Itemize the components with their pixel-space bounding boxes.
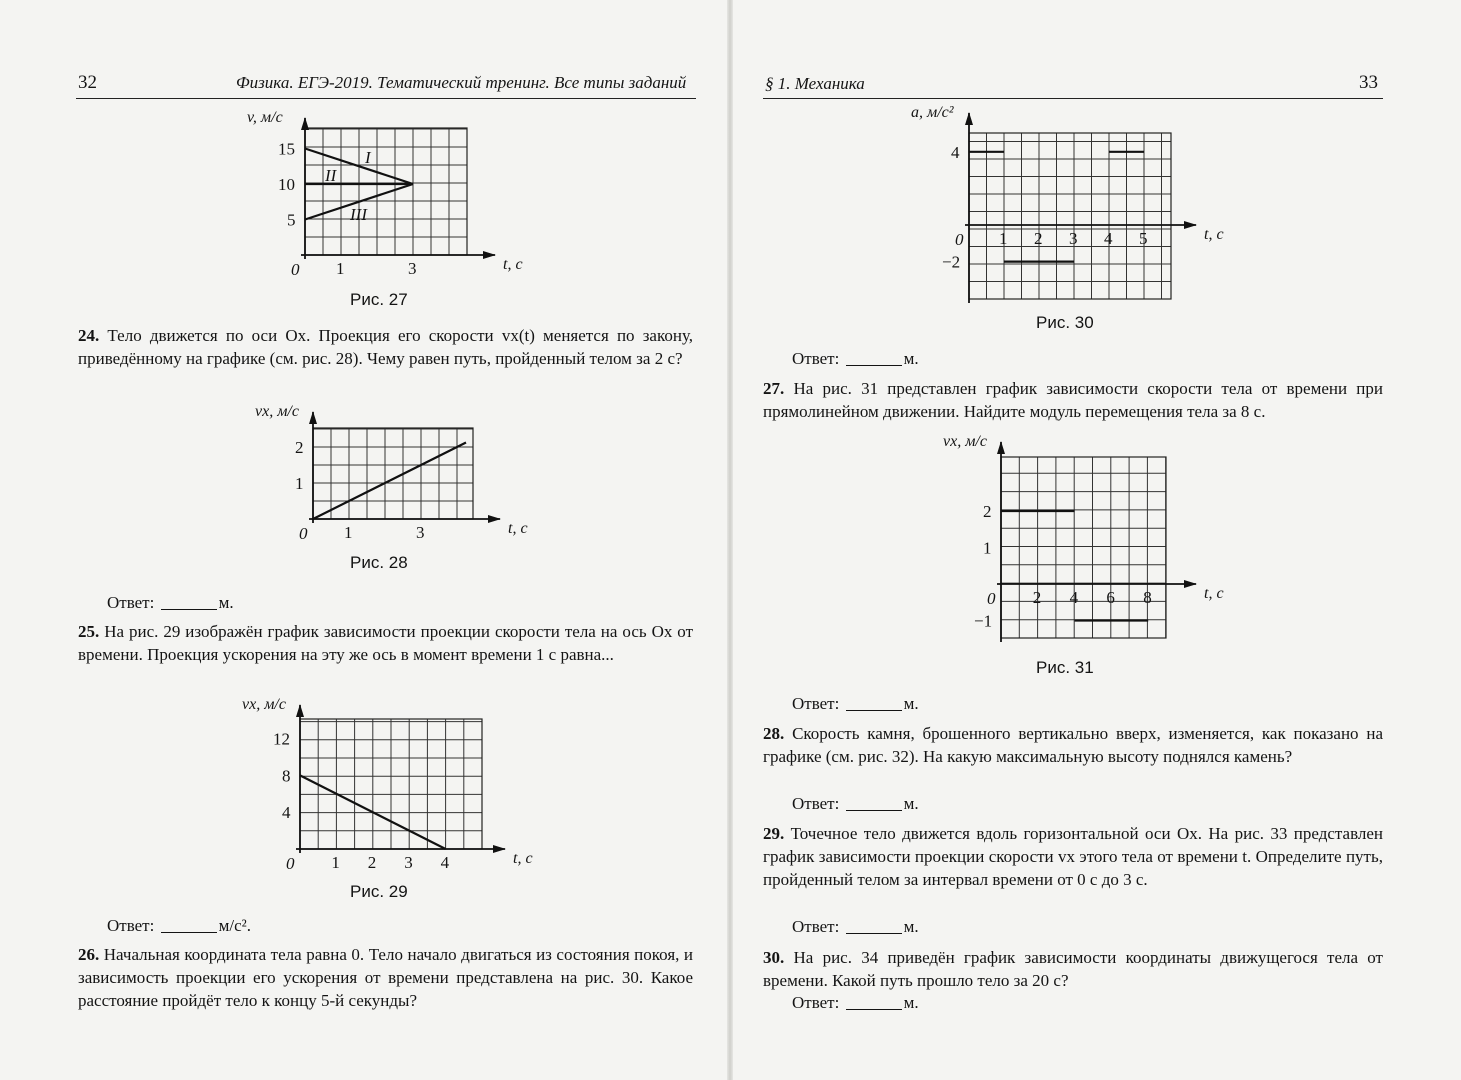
answer-unit: м.	[903, 694, 919, 713]
y-tick-label: 1	[295, 474, 304, 493]
figure-29-graph	[230, 697, 540, 875]
x-tick-label: 2	[1034, 229, 1043, 248]
grid-frame	[1001, 457, 1166, 638]
x-axis-label: t, с	[513, 850, 533, 867]
answer-27	[792, 694, 919, 714]
y-axis-arrow	[965, 112, 973, 125]
problem-number: 25.	[78, 622, 100, 641]
answer-input-25[interactable]	[161, 932, 217, 933]
answer-29	[792, 917, 919, 937]
problem-29	[763, 822, 1383, 891]
y-tick-label: 4	[951, 142, 960, 162]
answer-label: Ответ:	[792, 993, 840, 1012]
running-head: Физика. ЕГЭ-2019. Тематический тренинг. Все типы заданий	[236, 73, 687, 92]
origin-label: 0	[286, 854, 295, 873]
page-number: 33	[1359, 72, 1378, 93]
figure-27-graph	[230, 100, 530, 290]
x-tick-label: 1	[336, 259, 345, 278]
problem-text: На рис. 29 изображён график зависимости проекции скорости тела на ось Ox от времени. Проекция ускорения на эту же ось в момент времени 1 с равна...	[78, 622, 694, 664]
y-axis-label: a, м/с²	[911, 104, 954, 121]
origin-label: 0	[987, 589, 996, 608]
answer-input-26[interactable]	[846, 365, 902, 366]
problem-25	[78, 620, 693, 666]
x-tick-label: 4	[1104, 229, 1113, 248]
series-label: II	[325, 166, 337, 185]
x-tick-label: 3	[408, 259, 417, 278]
x-axis-arrow	[493, 845, 506, 853]
answer-24	[107, 593, 234, 613]
problem-text: Начальная координата тела равна 0. Тело начало двигаться из состояния покоя, и зависимость проекции его ускорения от времени представлена на рис. 30. Какое расстояние пройдёт тело к концу 5-й секунды?	[78, 945, 694, 1010]
x-tick-label: 2	[1032, 588, 1042, 607]
x-tick-label: 1	[344, 523, 353, 542]
left-page	[0, 0, 730, 1080]
x-tick-label: 3	[404, 853, 413, 872]
header-rule	[763, 98, 1383, 99]
problem-27	[763, 377, 1383, 423]
x-axis-label: t, с	[1204, 585, 1224, 602]
answer-unit: м.	[903, 993, 919, 1012]
problem-number: 27.	[763, 379, 785, 398]
series-label: III	[350, 205, 367, 224]
y-tick-label: 4	[282, 803, 291, 823]
answer-input-27[interactable]	[846, 710, 902, 711]
problem-text: Точечное тело движется вдоль горизонтальной оси Ox. На рис. 33 представлен график зависимости проекции скорости vx этого тела от времени t. Определите путь, пройденный телом за интервал времени от 0 с до 3 с.	[763, 824, 1383, 889]
answer-unit: м.	[903, 794, 919, 813]
answer-unit: м.	[903, 917, 919, 936]
figure-29-caption: Рис. 29	[350, 882, 408, 901]
answer-label: Ответ:	[107, 916, 155, 935]
x-tick-label: 6	[1106, 588, 1115, 607]
y-axis-arrow	[309, 411, 317, 424]
x-tick-label: 4	[1069, 588, 1079, 607]
right-page	[731, 0, 1461, 1080]
problem-26	[78, 943, 693, 1012]
x-tick-label: 2	[367, 853, 377, 872]
problem-number: 28.	[763, 724, 785, 743]
problem-24	[78, 324, 693, 370]
y-tick-label: 12	[273, 729, 290, 749]
page-number: 32	[78, 72, 97, 93]
y-axis-arrow	[997, 441, 1005, 454]
y-tick-label: 15	[278, 139, 295, 159]
x-axis-label: t, с	[508, 520, 528, 537]
problem-28	[763, 722, 1383, 768]
figure-28-graph	[230, 398, 530, 548]
problem-text: На рис. 31 представлен график зависимости скорости тела от времени при прямолинейном движении. Найдите модуль перемещения тела за 8 с.	[763, 379, 1383, 421]
problem-text: Тело движется по оси Ox. Проекция его скорости vx(t) меняется по закону, приведённому на графике (см. рис. 28). Чему равен путь, пройденный телом за 2 с?	[78, 326, 694, 368]
figure-28-caption: Рис. 28	[350, 553, 408, 572]
x-tick-label: 4	[440, 853, 450, 872]
x-tick-label: 8	[1143, 588, 1152, 607]
answer-25	[107, 916, 251, 936]
x-axis-label: t, с	[503, 256, 523, 273]
x-tick-label: 1	[331, 853, 340, 872]
figure-27-caption: Рис. 27	[350, 290, 408, 309]
answer-input-28[interactable]	[846, 810, 902, 811]
answer-28	[792, 794, 919, 814]
y-tick-label: 5	[287, 210, 296, 230]
answer-unit: м/с².	[218, 916, 251, 935]
series-label: I	[365, 148, 371, 167]
y-axis-arrow	[296, 704, 304, 717]
problem-number: 29.	[763, 824, 785, 843]
figure-30-caption: Рис. 30	[1036, 313, 1094, 332]
header-rule	[76, 98, 696, 99]
y-tick-label: 2	[295, 438, 304, 457]
x-tick-label: 3	[416, 523, 425, 542]
x-tick-label: 5	[1139, 229, 1148, 248]
y-axis-label: vx, м/с	[255, 403, 299, 420]
problem-number: 26.	[78, 945, 100, 964]
data-line-series-1	[313, 443, 466, 520]
y-tick-label: −2	[942, 252, 961, 272]
answer-label: Ответ:	[792, 694, 840, 713]
x-axis-arrow	[1184, 580, 1197, 588]
y-axis-label: v, м/с	[247, 109, 283, 126]
y-tick-label: −1	[974, 611, 993, 631]
origin-label: 0	[299, 524, 308, 543]
figure-31-graph	[931, 432, 1231, 650]
figure-30-graph	[901, 103, 1224, 308]
x-tick-label: 3	[1069, 229, 1078, 248]
answer-input-30[interactable]	[846, 1009, 902, 1010]
y-tick-label: 2	[983, 502, 992, 521]
answer-input-29[interactable]	[846, 933, 902, 934]
problem-text: Скорость камня, брошенного вертикально вверх, изменяется, как показано на графике (см. рис. 32). На какую максимальную высоту поднялся камень?	[763, 724, 1383, 766]
x-tick-label: 1	[999, 229, 1008, 248]
grid-frame	[969, 133, 1171, 299]
answer-unit: м.	[218, 593, 234, 612]
grid-frame	[313, 428, 473, 519]
answer-26	[792, 349, 919, 369]
problem-number: 24.	[78, 326, 100, 345]
figure-31-caption: Рис. 31	[1036, 658, 1094, 677]
answer-label: Ответ:	[792, 917, 840, 936]
y-tick-label: 1	[983, 538, 992, 558]
answer-input-24[interactable]	[161, 609, 217, 610]
y-axis-label: vx, м/с	[242, 696, 286, 713]
x-axis-arrow	[1184, 221, 1197, 229]
y-tick-label: 10	[278, 175, 295, 194]
y-tick-label: 8	[282, 766, 291, 786]
origin-label: 0	[955, 230, 964, 249]
answer-unit: м.	[903, 349, 919, 368]
problem-number: 30.	[763, 948, 785, 967]
problem-30	[763, 946, 1383, 992]
problem-text: На рис. 34 приведён график зависимости координаты движущегося тела от времени. Какой путь прошло тело за 20 с?	[763, 948, 1383, 990]
x-axis-arrow	[488, 515, 501, 523]
origin-label: 0	[291, 260, 300, 279]
answer-label: Ответ:	[107, 593, 155, 612]
y-axis-label: vx, м/с	[943, 433, 987, 450]
answer-label: Ответ:	[792, 794, 840, 813]
answer-label: Ответ:	[792, 349, 840, 368]
running-head: § 1. Механика	[765, 74, 865, 93]
y-axis-arrow	[301, 117, 309, 130]
x-axis-label: t, с	[1204, 226, 1224, 243]
x-axis-arrow	[483, 251, 496, 259]
answer-30	[792, 993, 919, 1013]
